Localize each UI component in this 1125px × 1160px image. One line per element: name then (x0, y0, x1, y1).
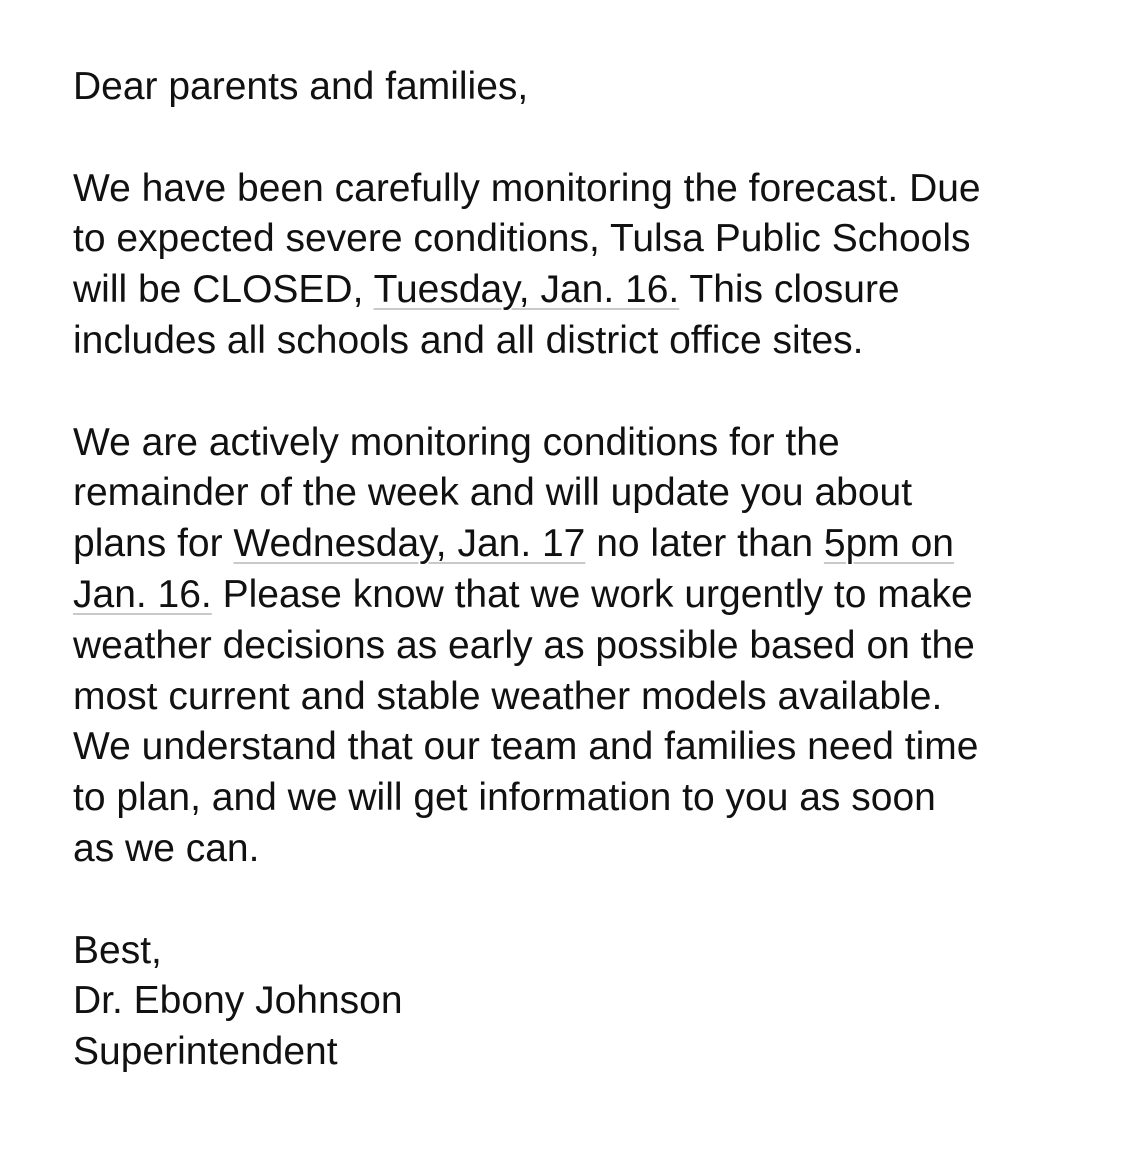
paragraph-line (73, 519, 1093, 570)
paragraph-line (73, 265, 1093, 316)
signoff: Best, (73, 928, 162, 972)
paragraph-gap (73, 367, 1093, 418)
date-link-jan-16[interactable]: Jan. 16. (73, 572, 212, 616)
time-link-5pm[interactable]: 5pm on (823, 522, 954, 566)
text-segment: no later than (585, 522, 824, 566)
text-segment: will be CLOSED, (73, 268, 374, 312)
text-segment: plans for (73, 522, 234, 566)
paragraph-line: includes all schools and all district office sites. (73, 318, 864, 362)
paragraph-line: weather decisions as early as possible based on the (73, 623, 975, 667)
paragraph-line: We understand that our team and families need time (73, 725, 979, 769)
text-segment: This closure (679, 268, 900, 312)
paragraph-gap (73, 113, 1093, 164)
signer-title: Superintendent (73, 1030, 338, 1074)
paragraph-line (73, 570, 1093, 621)
text-segment: Please know that we work urgently to make (211, 572, 973, 616)
paragraph-line: to plan, and we will get information to you as soon (73, 776, 936, 820)
greeting: Dear parents and families, (73, 65, 529, 108)
date-link-tuesday[interactable]: Tuesday, Jan. 16. (373, 268, 680, 312)
date-link-wednesday[interactable]: Wednesday, Jan. 17 (233, 522, 586, 566)
paragraph-closure-notice (73, 164, 1093, 367)
signer-name: Dr. Ebony Johnson (73, 979, 403, 1023)
paragraph-line: remainder of the week and will update you about (73, 471, 913, 515)
paragraph-line: to expected severe conditions, Tulsa Public Schools (73, 217, 971, 261)
paragraph-line: We have been carefully monitoring the forecast. Due (73, 166, 981, 210)
signature-block (73, 926, 1093, 1078)
paragraph-gap (73, 875, 1093, 926)
paragraph-monitoring (73, 418, 1093, 875)
paragraph-line: We are actively monitoring conditions for the (73, 420, 840, 464)
paragraph-line: as we can. (73, 826, 260, 870)
letter-body (73, 62, 1093, 1078)
paragraph-line: most current and stable weather models available. (73, 674, 943, 718)
